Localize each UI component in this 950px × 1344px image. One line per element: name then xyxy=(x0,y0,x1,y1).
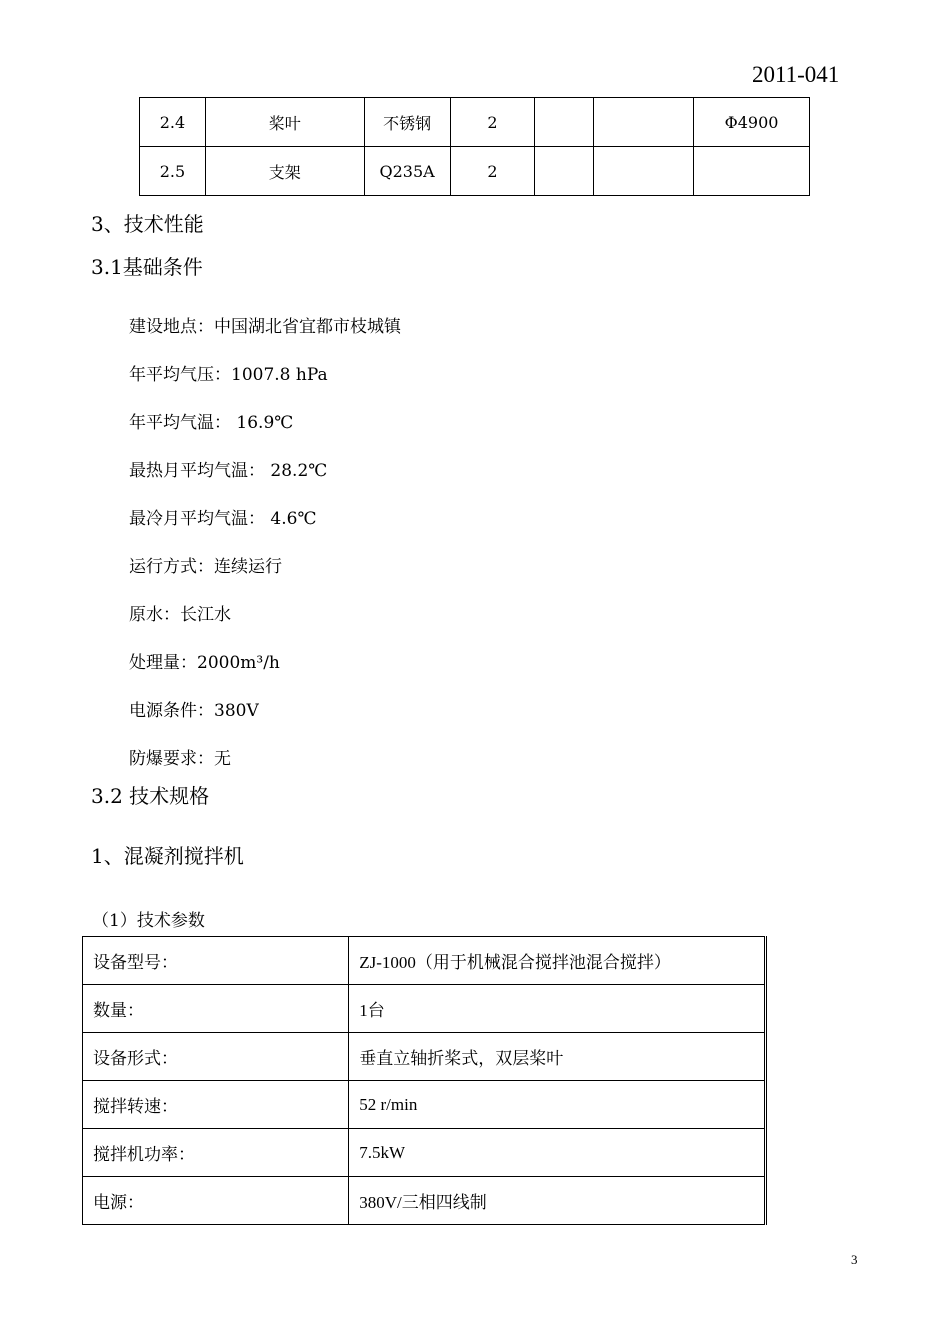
spec-label: 数量： xyxy=(83,985,349,1033)
subsection-heading: 3.2 技术规格 xyxy=(91,784,210,808)
table-cell: 不锈钢 xyxy=(364,98,450,147)
condition-item: 年平均气温： 16.9℃ xyxy=(129,413,294,433)
table-cell: 2.5 xyxy=(140,147,206,196)
table-cell: 2.4 xyxy=(140,98,206,147)
spec-label: 搅拌机功率： xyxy=(83,1129,349,1177)
table-row xyxy=(83,1033,766,1081)
parts-table xyxy=(139,97,810,196)
spec-value: 垂直立轴折桨式，双层桨叶 xyxy=(349,1033,766,1081)
condition-item: 年平均气压：1007.8 hPa xyxy=(129,365,328,385)
condition-item: 运行方式：连续运行 xyxy=(129,557,282,577)
table-cell: 2 xyxy=(450,147,535,196)
table-cell: 2 xyxy=(450,98,535,147)
table-row xyxy=(140,147,810,196)
table-cell xyxy=(594,98,694,147)
table-cell xyxy=(535,98,594,147)
condition-item: 最冷月平均气温： 4.6℃ xyxy=(129,509,317,529)
table-cell: Q235A xyxy=(364,147,450,196)
section-heading: 3、技术性能 xyxy=(91,212,204,236)
table-cell: Φ4900 xyxy=(694,98,810,147)
spec-label: 电源： xyxy=(83,1177,349,1225)
spec-value: ZJ-1000（用于机械混合搅拌池混合搅拌） xyxy=(349,937,766,985)
table-cell xyxy=(594,147,694,196)
spec-value: 1台 xyxy=(349,985,766,1033)
spec-value: 7.5kW xyxy=(349,1129,766,1177)
table-row xyxy=(83,1129,766,1177)
item-heading: 1、混凝剂搅拌机 xyxy=(91,844,244,868)
condition-item: 建设地点：中国湖北省宜都市枝城镇 xyxy=(129,317,401,337)
subsection-heading: 3.1基础条件 xyxy=(91,255,203,279)
table-cell xyxy=(535,147,594,196)
spec-label: 设备型号： xyxy=(83,937,349,985)
table-row xyxy=(140,98,810,147)
condition-item: 原水：长江水 xyxy=(129,605,231,625)
spec-value: 380V/三相四线制 xyxy=(349,1177,766,1225)
spec-label: 搅拌转速： xyxy=(83,1081,349,1129)
condition-item: 电源条件：380V xyxy=(129,701,259,721)
spec-label: 设备形式： xyxy=(83,1033,349,1081)
table-row xyxy=(83,1177,766,1225)
document-code: 2011-041 xyxy=(752,62,840,87)
table-cell xyxy=(694,147,810,196)
spec-value: 52 r/min xyxy=(349,1081,766,1129)
table-row xyxy=(83,985,766,1033)
table-cell: 桨叶 xyxy=(205,98,364,147)
table-cell: 支架 xyxy=(205,147,364,196)
condition-item: 防爆要求：无 xyxy=(129,749,231,769)
specs-table xyxy=(82,936,767,1225)
table-row xyxy=(83,937,766,985)
table-row xyxy=(83,1081,766,1129)
page-number: 3 xyxy=(851,1252,858,1267)
params-heading: （1）技术参数 xyxy=(92,911,205,931)
condition-item: 最热月平均气温： 28.2℃ xyxy=(129,461,328,481)
condition-item: 处理量：2000m³/h xyxy=(129,653,280,673)
